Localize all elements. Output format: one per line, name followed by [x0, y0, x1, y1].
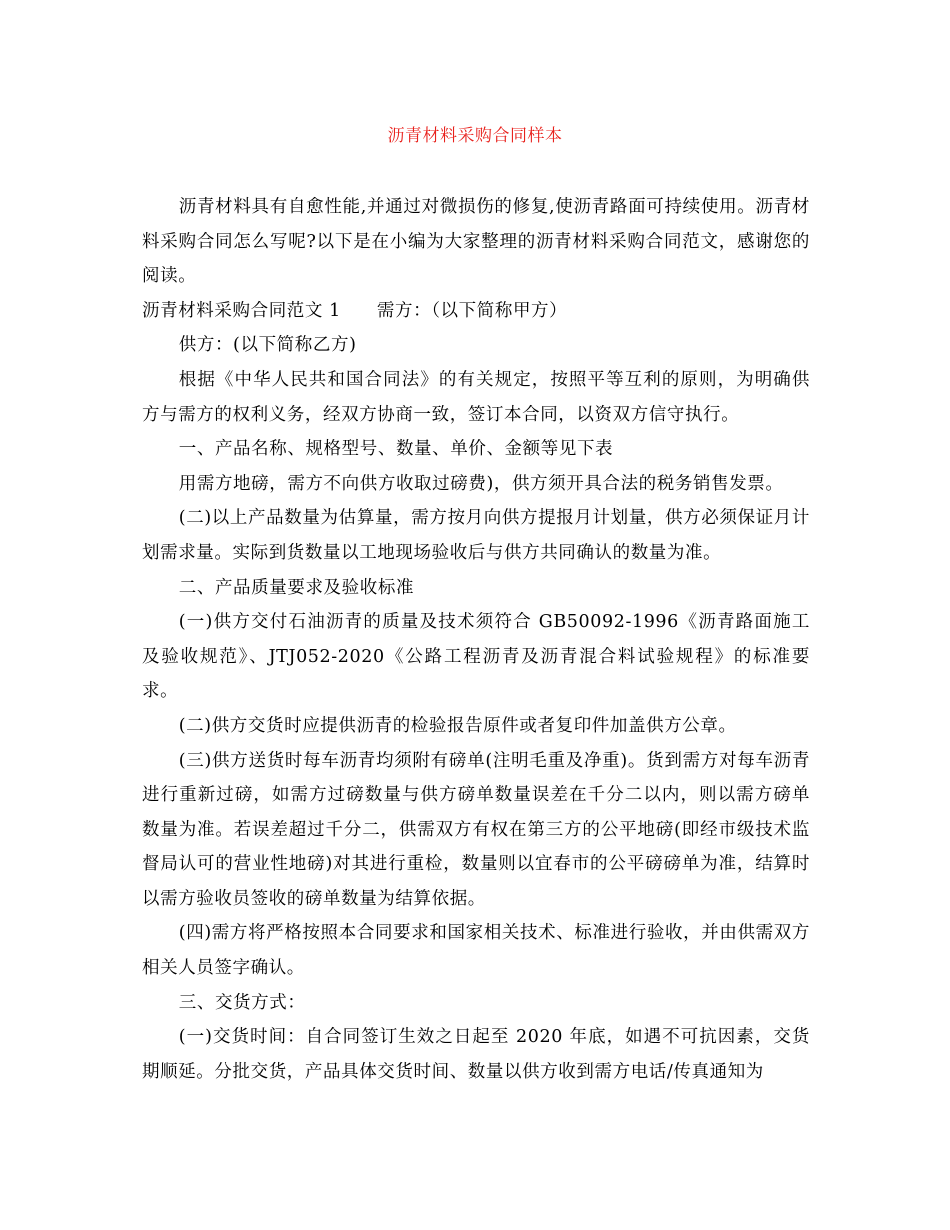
paragraph-delivery-time: (一)交货时间：自合同签订生效之日起至 2020 年底，如遇不可抗因素，交货期顺延。分批交货，产品具体交货时间、数量以供方收到需方电话/传真通知为 — [142, 1027, 810, 1082]
section-heading-1: 一、产品名称、规格型号、数量、单价、金额等见下表 — [178, 439, 614, 460]
buyer-label: 需方：（以下简称甲方） — [376, 300, 568, 321]
sample-heading-label: 沥青材料采购合同范文 1 — [142, 300, 341, 321]
paragraph-quantity: (二)以上产品数量为估算量，需方按月向供方提报月计划量，供方必须保证月计划需求量。实际到货数量以工地现场验收后与供方共同确认的数量为准。 — [142, 508, 810, 563]
paragraph-legal-basis: 根据《中华人民共和国合同法》的有关规定，按照平等互利的原则，为明确供方与需方的权利义务，经双方协商一致，签订本合同，以资双方信守执行。 — [142, 369, 810, 425]
paragraph-acceptance: (四)需方将严格按照本合同要求和国家相关技术、标准进行验收，并由供需双方相关人员签字确认。 — [142, 923, 810, 979]
section-heading-2: 二、产品质量要求及验收标准 — [178, 577, 415, 598]
paragraph-weigh-ticket: (三)供方送货时每车沥青均须附有磅单(注明毛重及净重)。货到需方对每车沥青进行重新过磅，如需方过磅数量与供方磅单数量误差在千分二以内，则以需方磅单数量为准。若误差超过千分二，供需双方有权在第三方的公平地磅(即经市级技术监督局认可的营业性地磅)对其进行重检，数量则以宜春市的公平磅磅单为准，结算时以需方验收员签收的磅单数量为结算依据。 — [142, 750, 810, 909]
paragraph-supplier: 供方：(以下简称乙方) — [178, 335, 357, 356]
document-title: 沥青材料采购合同样本 — [387, 126, 563, 146]
paragraph-sample-heading — [142, 294, 810, 329]
paragraph-intro: 沥青材料具有自愈性能,并通过对微损伤的修复,使沥青路面可持续使用。沥青材料采购合同怎么写呢?以下是在小编为大家整理的沥青材料采购合同范文，感谢您的阅读。 — [142, 197, 810, 287]
section-heading-3: 三、交货方式： — [178, 992, 306, 1013]
paragraph-inspection-report: (二)供方交货时应提供沥青的检验报告原件或者复印件加盖供方公章。 — [178, 715, 737, 736]
document-body — [142, 190, 810, 1089]
paragraph-quality-standard: (一)供方交付石油沥青的质量及技术须符合 GB50092-1996《沥青路面施工及验收规范》、JTJ052-2020《公路工程沥青及沥青混合料试验规程》的标准要求。 — [142, 612, 810, 702]
paragraph-weighing: 用需方地磅，需方不向供方收取过磅费)，供方须开具合法的税务销售发票。 — [178, 473, 784, 494]
